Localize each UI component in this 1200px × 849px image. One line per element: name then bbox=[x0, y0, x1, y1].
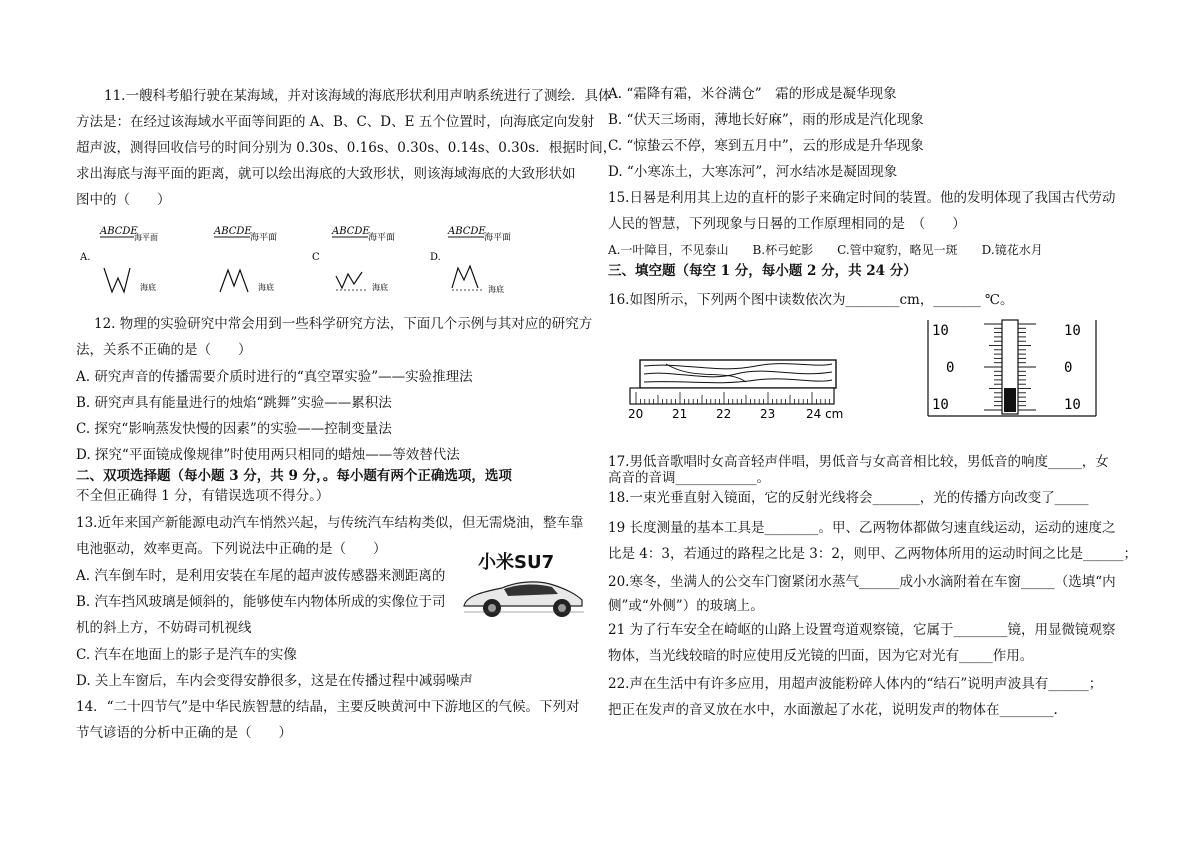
car-image bbox=[458, 572, 588, 620]
ruler-tick-21: 21 bbox=[672, 407, 688, 421]
ruler-diagram bbox=[626, 352, 896, 426]
section-3-heading: 三、填空题（每空 1 分，每小题 2 分，共 24 分） bbox=[608, 263, 917, 279]
q11-c-letters: ABCDE bbox=[332, 226, 370, 237]
q17-line-2: 高音的音调____________。 bbox=[608, 470, 770, 486]
q11-option-c-label: C bbox=[312, 252, 320, 263]
q22-line-2: 把正在发声的音叉放在水中，水面激起了水花，说明发声的物体在________. bbox=[608, 702, 1058, 718]
q11-c-seabed-line bbox=[336, 272, 362, 288]
right-column bbox=[600, 0, 1200, 849]
q12-option-c: C. 探究“影响蒸发快慢的因素”的实验——控制变量法 bbox=[76, 421, 392, 437]
q11-line-3: 超声波，测得回收信号的时间分别为 0.30s、0.16s、0.30s、0.14s、0.30s．根据时间， bbox=[76, 140, 617, 156]
q20-line-2: 侧”或“外侧”）的玻璃上。 bbox=[608, 598, 764, 614]
q11-line-4: 求出海底与海平面的距离，就可以绘出海底的大致形状，则该海域海底的大致形状如 bbox=[76, 166, 576, 182]
thermometer-diagram bbox=[924, 318, 1100, 418]
ruler-tick-22: 22 bbox=[716, 407, 732, 421]
q13-line-1: 13.近年来国产新能源电动汽车悄然兴起，与传统汽车结构类似，但无需烧油，整车靠 bbox=[76, 515, 584, 531]
q11-a-sea-level: 海平面 bbox=[134, 233, 158, 242]
q13-option-d: D. 关上车窗后，车内会变得安静很多，这是在传播过程中减弱噪声 bbox=[76, 673, 473, 689]
q11-a-seabed-line bbox=[104, 268, 130, 292]
q14-option-b: B. “伏天三场雨，薄地长好麻”，雨的形成是汽化现象 bbox=[608, 112, 924, 128]
q15-line-2: 人民的智慧，下列现象与日晷的工作原理相同的是 （ ） bbox=[608, 216, 966, 232]
q13-option-c: C. 汽车在地面上的影子是汽车的实像 bbox=[76, 647, 297, 663]
q14-option-a: A. “霜降有霜，米谷满仓” 霜的形成是凝华现象 bbox=[608, 86, 897, 102]
q11-b-letters: ABCDE bbox=[214, 226, 252, 237]
q22-line-1: 22.声在生活中有许多应用，用超声波能粉碎人体内的“结石”说明声波具有______； bbox=[608, 676, 1103, 692]
q11-line-1: 11.一艘科考船行驶在某海域，并对该海域的海底形状利用声呐系统进行了测绘．具体 bbox=[104, 88, 612, 104]
thermometer-liquid bbox=[1004, 388, 1016, 412]
q11-d-sea-level: 海平面 bbox=[484, 233, 512, 243]
thermo-left-0: 0 bbox=[946, 360, 955, 376]
q15-options: A.一叶障目，不见泰山 B.杯弓蛇影 C.管中窥豹，略见一斑 D.镜花水月 bbox=[608, 243, 1043, 257]
q11-c-seabed: 海底 bbox=[372, 283, 388, 292]
q11-d-seabed-line bbox=[452, 266, 478, 288]
section-2-heading-line-1: 二、双项选择题（每小题 3 分，共 9 分，。每小题有两个正确选项，选项 bbox=[76, 468, 512, 484]
q17-line-1: 17.男低音歌唱时女高音轻声伴唱，男低音与女高音相比较，男低音的响度_____，女 bbox=[608, 454, 1109, 470]
q13-line-2: 电池驱动，效率更高。下列说法中正确的是（ ） bbox=[76, 541, 387, 557]
q13-option-a: A. 汽车倒车时，是利用安装在车尾的超声波传感器来测距离的 bbox=[76, 568, 446, 584]
section-2-heading-line-2: 不全但正确得 1 分，有错误选项不得分。） bbox=[76, 488, 330, 504]
car-model-label: 小米SU7 bbox=[478, 552, 555, 573]
q11-option-a-label: A. bbox=[80, 252, 91, 263]
ruler-tick-24-cm: 24 cm bbox=[806, 407, 844, 421]
q11-a-letters: ABCDE bbox=[100, 226, 138, 237]
q12-option-a: A. 研究声音的传播需要介质时进行的“真空罩实验”——实验推理法 bbox=[76, 369, 473, 385]
q12-option-b: B. 研究声具有能量进行的烛焰“跳舞”实验——累积法 bbox=[76, 395, 392, 411]
q18: 18.一束光垂直射入镜面，它的反射光线将会_______，光的传播方向改变了_____ bbox=[608, 490, 1089, 506]
q11-option-d-label: D. bbox=[430, 252, 441, 263]
q15-line-1: 15.日晷是利用其上边的直杆的影子来确定时间的装置。他的发明体现了我国古代劳动 bbox=[608, 190, 1116, 206]
q11-b-seabed-line bbox=[220, 270, 248, 292]
q12-line-1: 12. 物理的实验研究中常会用到一些科学研究方法，下面几个示例与其对应的研究方 bbox=[94, 316, 593, 332]
q19-line-2: 比是 4：3，若通过的路程之比是 3：2，则甲、乙两物体所用的运动时间之比是______； bbox=[608, 546, 1137, 562]
q14-line-1: 14．“二十四节气”是中华民族智慧的结晶，主要反映黄河中下游地区的气候。下列对 bbox=[76, 699, 580, 715]
q13-option-b: B. 汽车挡风玻璃是倾斜的，能够使车内物体所成的实像位于司 bbox=[76, 594, 446, 610]
thermo-right-0: 0 bbox=[1064, 360, 1073, 376]
q12-option-d: D. 探究“平面镜成像规律”时使用两只相同的蜡烛——等效替代法 bbox=[76, 447, 460, 463]
q14-line-2: 节气谚语的分析中正确的是（ ） bbox=[76, 725, 292, 741]
q11-b-seabed: 海底 bbox=[258, 283, 274, 292]
ruler-tick-23: 23 bbox=[760, 407, 776, 421]
thermo-left-10-top: 10 bbox=[932, 323, 949, 339]
q13-option-b-cont: 机的斜上方，不妨碍司机视线 bbox=[76, 620, 252, 636]
q11-d-seabed: 海底 bbox=[488, 285, 504, 294]
q11-b-sea-level: 海平面 bbox=[250, 233, 278, 243]
car-icon bbox=[458, 572, 588, 620]
q20-line-1: 20.寒冬，坐满人的公交车门窗紧闭水蒸气______成小水滴附着在车窗_____（选填“内 bbox=[608, 574, 1116, 590]
q11-a-seabed: 海底 bbox=[140, 283, 156, 292]
q21-line-2: 物体，当光线较暗的时应使用反光镜的凹面，因为它对光有_____作用。 bbox=[608, 648, 1034, 664]
q14-option-d: D. “小寒冻土，大寒冻河”，河水结冰是凝固现象 bbox=[608, 164, 898, 180]
q12-line-2: 法，关系不正确的是（ ） bbox=[76, 342, 252, 358]
thermo-left-10-bottom: 10 bbox=[932, 397, 949, 413]
q16-question: 16.如图所示，下列两个图中读数依次为________cm，_______ ℃。 bbox=[608, 292, 1014, 308]
q11-d-letters: ABCDE bbox=[448, 226, 486, 237]
thermo-right-10-top: 10 bbox=[1064, 323, 1081, 339]
q11-option-figures bbox=[78, 220, 518, 300]
q14-option-c: C. “惊蛰云不停，寒到五月中”，云的形成是升华现象 bbox=[608, 138, 924, 154]
q11-line-2: 方法是：在经过该海域水平面等间距的 A、B、C、D、E 五个位置时，向海底定向发射 bbox=[76, 114, 595, 130]
ruler-tick-20: 20 bbox=[628, 407, 644, 421]
thermo-right-10-bottom: 10 bbox=[1064, 397, 1081, 413]
q11-c-sea-level: 海平面 bbox=[368, 233, 396, 243]
q21-line-1: 21 为了行车安全在崎岖的山路上设置弯道观察镜，它属于________镜，用显微镜观察 bbox=[608, 622, 1116, 638]
q11-line-5: 图中的（ ） bbox=[76, 192, 171, 208]
seabed-shape-diagrams bbox=[78, 220, 518, 300]
q19-line-1: 19 长度测量的基本工具是________。甲、乙两物体都做匀速直线运动，运动的速度之 bbox=[608, 520, 1116, 536]
thermometer-figure bbox=[924, 318, 1100, 418]
ruler-figure bbox=[626, 352, 896, 426]
